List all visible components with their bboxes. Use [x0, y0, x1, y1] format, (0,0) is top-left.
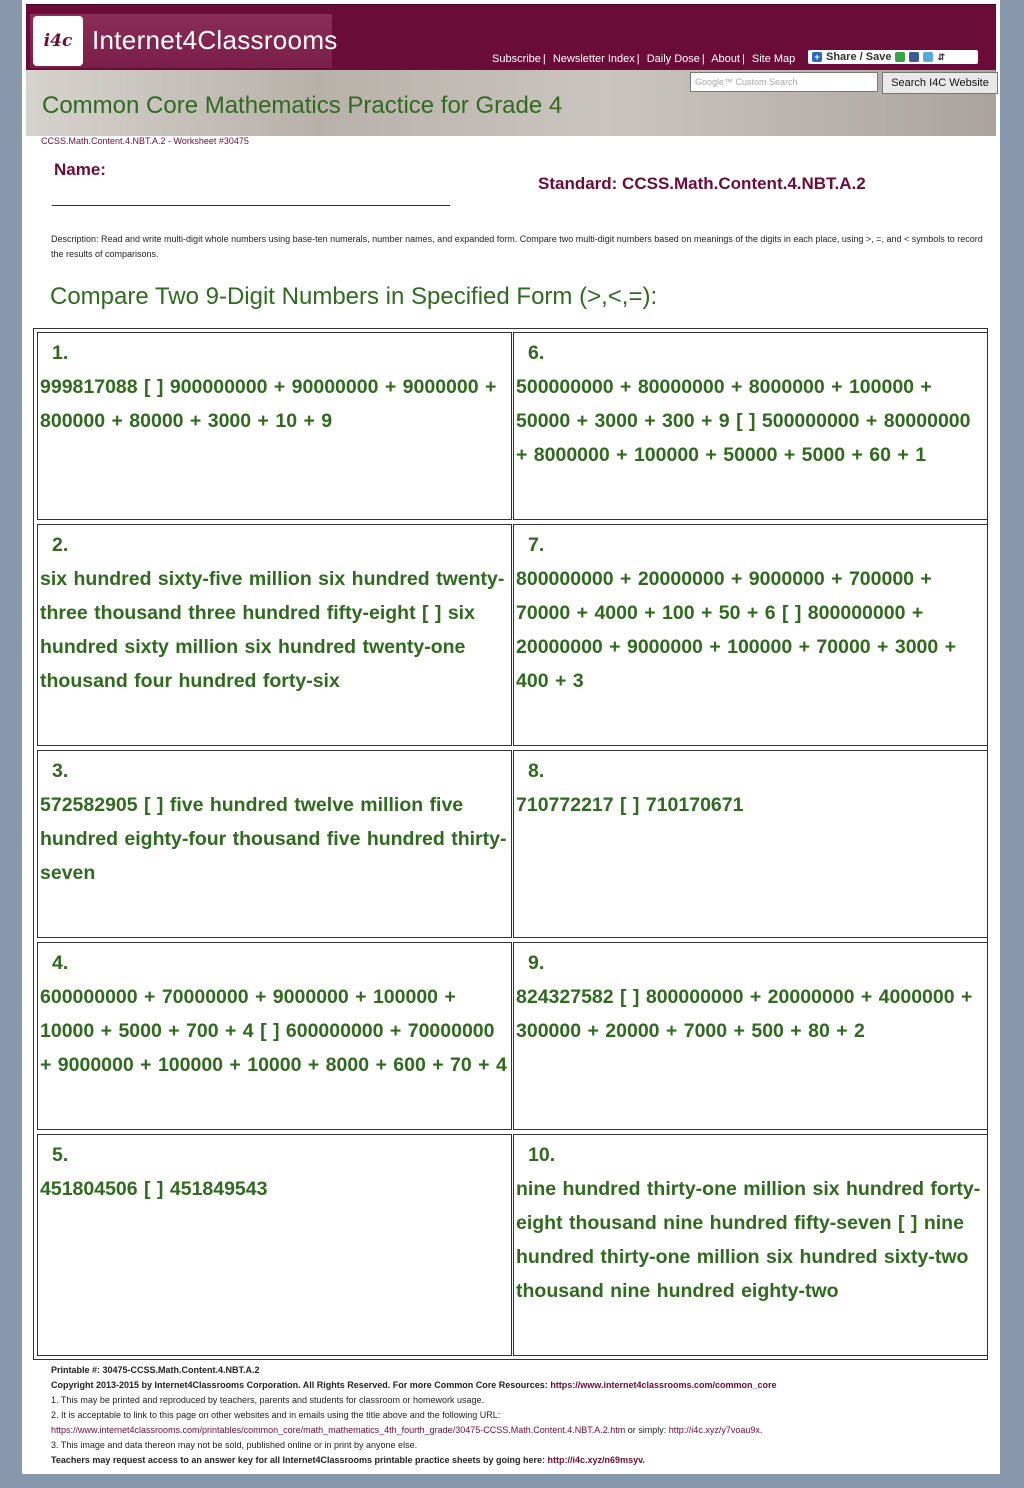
- share-email-icon: [895, 52, 905, 62]
- plus-icon: +: [812, 52, 822, 62]
- problem-cell: [37, 332, 512, 520]
- nav-link-daily-dose[interactable]: Daily Dose: [646, 53, 700, 65]
- common-core-link[interactable]: https://www.internet4classrooms.com/common_core: [550, 1380, 777, 1390]
- nav-link-about[interactable]: About: [711, 53, 740, 65]
- answer-key-link[interactable]: http://i4c.xyz/n69msyv: [547, 1455, 643, 1465]
- problem-number: 4.: [52, 952, 69, 974]
- note-1: 1. This may be printed and reproduced by teachers, parents and students for classroom or homework usage.: [51, 1395, 485, 1405]
- search-button[interactable]: Search I4C Website: [882, 72, 998, 94]
- page-title: Common Core Mathematics Practice for Grade 4: [42, 92, 563, 119]
- problem-number: 3.: [52, 760, 69, 782]
- problem-text: 999817088 [ ] 900000000 + 90000000 + 9000000 + 800000 + 80000 + 3000 + 10 + 9: [40, 376, 497, 432]
- problem-text: 710772217 [ ] 710170671: [516, 794, 744, 816]
- search-input[interactable]: Google™ Custom Search: [690, 72, 878, 92]
- worksheet-url-link[interactable]: https://www.internet4classrooms.com/printables/common_core/math_mathematics_4th_fourth_grade/30475-CCSS.Math.Content.4.NBT.A.2.htm: [51, 1425, 626, 1435]
- chevron-updown-icon: ⇵: [937, 51, 945, 62]
- problems-grid: [33, 328, 988, 1360]
- problem-text: 451804506 [ ] 451849543: [40, 1178, 268, 1200]
- share-label: Share / Save: [826, 51, 892, 63]
- name-line: [52, 205, 450, 206]
- breadcrumb: CCSS.Math.Content.4.NBT.A.2 - Worksheet #30475: [41, 136, 249, 146]
- problem-text: 800000000 + 20000000 + 9000000 + 700000 + 70000 + 4000 + 100 + 50 + 6 [ ] 800000000 + 20000000 + 9000000 + 100000 + 70000 + 3000 + 400 + 3: [516, 568, 957, 692]
- problem-text: 500000000 + 80000000 + 8000000 + 100000 + 50000 + 3000 + 300 + 9 [ ] 500000000 + 80000000 + 8000000 + 100000 + 50000 + 5000 + 60 + 1: [516, 376, 971, 466]
- worksheet-title: Compare Two 9-Digit Numbers in Specified Form (>,<,=):: [50, 283, 658, 310]
- header-bar: [26, 4, 996, 71]
- problem-cell: [513, 524, 988, 746]
- answer-key-line: Teachers may request access to an answer key for all Internet4Classrooms printable practice sheets by going here: http://i4c.xyz/n69msyv.: [51, 1455, 645, 1465]
- problem-cell: [37, 1134, 512, 1356]
- problem-cell: [37, 524, 512, 746]
- description: Description: Read and write multi-digit whole numbers using base-ten numerals, number names, and expanded form. Compare two multi-digit numbers based on meanings of the digits in each place, using >, =, and < symbols to record the results of comparisons.: [51, 234, 983, 259]
- url-line: https://www.internet4classrooms.com/printables/common_core/math_mathematics_4th_fourth_grade/30475-CCSS.Math.Content.4.NBT.A.2.htm or simply: http://i4c.xyz/y7voau9x.: [51, 1425, 763, 1435]
- nav-link-subscribe[interactable]: Subscribe: [492, 53, 541, 65]
- problem-number: 9.: [528, 952, 545, 974]
- problem-number: 10.: [528, 1144, 556, 1166]
- answer-key-text: Teachers may request access to an answer key for all Internet4Classrooms printable practice sheets by going here:: [51, 1455, 546, 1465]
- problem-text: nine hundred thirty-one million six hundred forty-eight thousand nine hundred fifty-seven [ ] nine hundred thirty-one million six hundred sixty-two thousand nine hundred eighty-two: [516, 1178, 981, 1302]
- problem-text: 600000000 + 70000000 + 9000000 + 100000 + 10000 + 5000 + 700 + 4 [ ] 600000000 + 70000000 + 9000000 + 100000 + 10000 + 8000 + 600 + 70 + 4: [40, 986, 507, 1076]
- copyright-text: Copyright 2013-2015 by Internet4Classrooms Corporation. All Rights Reserved. For more Common Core Resources:: [51, 1380, 548, 1390]
- page: [22, 0, 1000, 1474]
- problem-cell: [37, 942, 512, 1130]
- problem-number: 2.: [52, 534, 69, 556]
- facebook-icon: [909, 52, 919, 62]
- site-logo[interactable]: [30, 14, 338, 68]
- problem-cell: [513, 750, 988, 938]
- problem-text: six hundred sixty-five million six hundred twenty-three thousand three hundred fifty-eight [ ] six hundred sixty million six hundred twenty-one thousand four hundred forty-six: [40, 568, 505, 692]
- problem-cell: [513, 1134, 988, 1356]
- header-banner: [26, 70, 996, 136]
- note-2: 2. It is acceptable to link to this page on other websites and in emails using the title above and the following URL:: [51, 1410, 501, 1420]
- problem-number: 6.: [528, 342, 545, 364]
- problem-cell: [513, 942, 988, 1130]
- share-save-button[interactable]: [808, 50, 978, 64]
- problem-cell: [513, 332, 988, 520]
- problem-number: 5.: [52, 1144, 69, 1166]
- logo-text: Internet4Classrooms: [92, 25, 338, 55]
- name-label: Name:: [54, 160, 106, 179]
- standard-label: Standard: CCSS.Math.Content.4.NBT.A.2: [538, 174, 866, 193]
- or-simply-text: or simply:: [625, 1425, 669, 1435]
- note-3: 3. This image and data thereon may not be sold, published online or in print by anyone else.: [51, 1440, 418, 1450]
- problem-number: 8.: [528, 760, 545, 782]
- logo-mark-icon: i4c: [33, 16, 83, 66]
- problem-number: 1.: [52, 342, 69, 364]
- copyright-line: [51, 1378, 991, 1393]
- problem-text: 824327582 [ ] 800000000 + 20000000 + 4000000 + 300000 + 20000 + 7000 + 500 + 80 + 2: [516, 986, 973, 1042]
- printable-number: Printable #: 30475-CCSS.Math.Content.4.NBT.A.2: [51, 1365, 260, 1375]
- top-nav: Subscribe | Newsletter Index | Daily Dose | About | Site Map: [492, 53, 796, 65]
- footer: [51, 1363, 991, 1468]
- nav-link-newsletter-index[interactable]: Newsletter Index: [552, 53, 635, 65]
- problem-number: 7.: [528, 534, 545, 556]
- twitter-icon: [923, 52, 933, 62]
- short-url-link[interactable]: http://i4c.xyz/y7voau9x: [668, 1425, 760, 1435]
- nav-link-site-map[interactable]: Site Map: [751, 53, 796, 65]
- problem-text: 572582905 [ ] five hundred twelve million five hundred eighty-four thousand five hundred thirty-seven: [40, 794, 507, 884]
- problem-cell: [37, 750, 512, 938]
